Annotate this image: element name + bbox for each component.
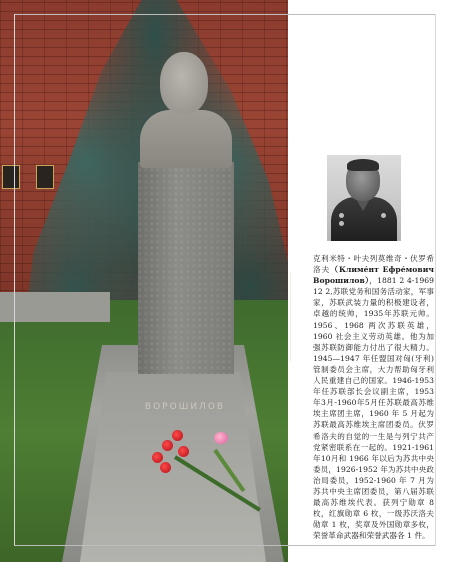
bust-head xyxy=(160,52,208,114)
bio-name: 克利米特・叶夫列莫维奇・伏罗希洛夫 xyxy=(313,254,434,275)
portrait-hair xyxy=(347,159,379,171)
slab-inscription: ВОРОШИЛОВ xyxy=(144,402,226,412)
bio-name-russian: （Климéнт Ефрéмович Ворошилов） xyxy=(313,265,434,286)
medal-icon xyxy=(381,213,386,218)
biography-text xyxy=(313,253,434,543)
medal-icon xyxy=(339,221,344,226)
granite-pedestal xyxy=(138,162,234,374)
portrait-photo xyxy=(327,155,401,241)
frame-line xyxy=(14,14,436,15)
wall-plaque xyxy=(36,165,54,189)
grave-slab-top xyxy=(80,372,266,562)
red-carnation xyxy=(172,430,183,441)
red-carnation xyxy=(152,452,163,463)
bust-shoulders xyxy=(140,110,232,168)
bio-body: ，1881 2 4-1969 12 2,苏联党务和国务活动家，军事家，苏联武装力量的积极建设者，卓越的统帅，1935年苏联元帅。1956、1968 两次苏联英雄，1960 社会主义劳动英雄。他为加强苏联防御能力付出了很大精力。1945—1947 年任盟国对匈(牙利)管制委员会主席，大力帮助匈牙利人民重建自己的国家。1946-1953年任苏联部长会议副主席，1953 年3月-1960年5月任苏联最高苏维埃主席团主席，1960 年 5 月起为苏联最高苏维埃主席团委员。伏罗希洛夫的自觉的一生是与列宁共产党紧密联系在一起的。1921-1961 年10月和 1966 年以后为苏共中央委员，1926-1952 年为苏共中央政治局委员，1952-1960 年 7 月为苏共中央主席团委员，第八届苏联最高苏维埃代表。获列宁勋章 8 枚，红旗勋章 6 枚，一级苏沃洛夫勋章 1 枚，奖章及外国勋章多枚，荣誉革命武器和荣誉武器各 1 件。 xyxy=(313,276,434,541)
red-carnation xyxy=(160,462,171,473)
pink-flower xyxy=(214,432,228,444)
frame-line xyxy=(14,14,15,546)
red-carnation xyxy=(162,440,173,451)
medal-icon xyxy=(339,213,344,218)
wall-plaque xyxy=(2,165,20,189)
pavement xyxy=(0,292,110,322)
frame-line xyxy=(14,545,436,546)
red-carnation xyxy=(178,446,189,457)
frame-line xyxy=(435,14,436,546)
